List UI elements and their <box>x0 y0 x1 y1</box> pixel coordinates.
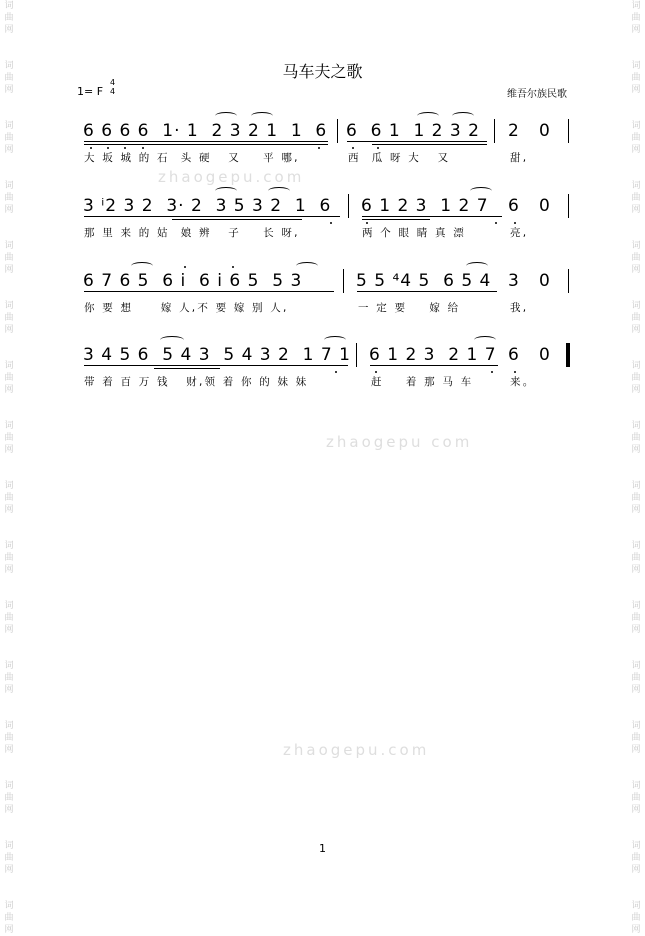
lower-octave-dot <box>107 147 109 149</box>
lyrics-segment-3b: 一 定 要 嫁 给 <box>358 302 461 314</box>
slur <box>474 336 496 344</box>
key-signature: 1= F <box>77 85 104 98</box>
lower-octave-dot <box>335 371 337 373</box>
beam <box>84 216 340 217</box>
notes-segment-1a: 6 6 6 6 1· 1 2 3 2 1 1 6 <box>83 121 328 141</box>
barline <box>568 119 569 143</box>
beam <box>84 291 334 292</box>
lyrics-segment-1a: 大 坂 城 的 石 头 硬 又 平 哪, <box>84 152 300 164</box>
lower-octave-dot <box>90 147 92 149</box>
beam <box>362 216 502 217</box>
lyrics-segment-4a: 带 着 百 万 钱 财,领 着 你 的 妹 妹 <box>84 376 309 388</box>
lyrics-segment-2a: 那 里 来 的 姑 娘 辨 子 长 呀, <box>84 227 300 239</box>
slur <box>215 112 237 120</box>
side-watermark-right: 词 曲 网 词 曲 网 词 曲 网 词 曲 网 词 曲 网 词 曲 网 词 曲 网 词 曲 网 词 曲 网 词 曲 网 词 曲 网 词 曲 网 词 曲 网 词 曲 网 词 曲 网 词 曲 网 <box>631 1 641 935</box>
notes-segment-3a: 6 7 6 5 6 i 6 i 6 5 5 3 <box>83 271 303 291</box>
slur <box>417 112 439 120</box>
lyrics-segment-1c: 甜, <box>510 152 529 164</box>
lower-octave-dot <box>514 371 516 373</box>
beam <box>172 219 302 220</box>
beam <box>347 141 487 142</box>
site-watermark: zhaogepu.com <box>283 741 430 759</box>
lyrics-segment-1b: 西 瓜 呀 大 又 <box>348 152 451 164</box>
meter-bottom: 4 <box>110 87 116 96</box>
barline <box>568 269 569 293</box>
upper-octave-dot <box>184 266 186 268</box>
upper-octave-dot <box>232 266 234 268</box>
barline <box>568 194 569 218</box>
beam <box>154 368 220 369</box>
lower-octave-dot <box>375 371 377 373</box>
slur <box>160 336 184 344</box>
score-line-3 <box>0 271 645 341</box>
beam <box>372 144 487 145</box>
notes-segment-4a: 3 4 5 6 5 4 3 5 4 3 2 1 7 1 <box>83 345 351 365</box>
lower-octave-dot <box>352 147 354 149</box>
notes-segment-4c: 6 0 <box>508 345 551 365</box>
barline <box>356 343 357 367</box>
notes-segment-1c: 2 0 <box>508 121 551 141</box>
lower-octave-dot <box>377 147 379 149</box>
notes-segment-3c: 3 0 <box>508 271 551 291</box>
composer-credit: 维吾尔族民歌 <box>507 89 567 100</box>
score-line-1 <box>0 121 645 191</box>
slur <box>470 187 492 195</box>
slur <box>215 187 237 195</box>
notes-segment-4b: 6 1 2 3 2 1 7 <box>369 345 497 365</box>
lower-octave-dot <box>318 147 320 149</box>
lower-octave-dot <box>124 147 126 149</box>
page-number: 1 <box>319 842 326 855</box>
barline <box>348 194 349 218</box>
slur <box>296 262 318 270</box>
meter-top: 4 <box>110 78 116 87</box>
notes-segment-2c: 6 0 <box>508 196 551 216</box>
barline <box>337 119 338 143</box>
song-title: 马车夫之歌 <box>282 62 363 81</box>
score-line-4 <box>0 345 645 415</box>
slur <box>452 112 474 120</box>
lyrics-segment-3c: 我, <box>510 302 529 314</box>
beam <box>362 219 430 220</box>
lower-octave-dot <box>142 147 144 149</box>
beam <box>370 365 498 366</box>
time-signature <box>110 78 115 96</box>
lyrics-segment-4c: 来。 <box>510 376 536 388</box>
lyrics-segment-4b: 赶 着 那 马 车 <box>371 376 474 388</box>
score-line-2 <box>0 196 645 266</box>
slur <box>324 336 346 344</box>
slur <box>131 262 153 270</box>
lower-octave-dot <box>330 222 332 224</box>
site-watermark: zhaogepu.com <box>158 168 305 186</box>
beam <box>357 291 497 292</box>
notes-segment-3b: 5 5 ⁴4 5 6 5 4 <box>356 271 492 291</box>
slur <box>268 187 290 195</box>
slur <box>466 262 488 270</box>
lower-octave-dot <box>495 222 497 224</box>
side-watermark-left: 词 曲 网 词 曲 网 词 曲 网 词 曲 网 词 曲 网 词 曲 网 词 曲 网 词 曲 网 词 曲 网 词 曲 网 词 曲 网 词 曲 网 词 曲 网 词 曲 网 词 曲 网 词 曲 网 <box>4 1 14 935</box>
lower-octave-dot <box>366 222 368 224</box>
lyrics-segment-3a: 你 要 想 嫁 人,不 要 嫁 别 人, <box>84 302 289 314</box>
final-barline <box>566 343 570 367</box>
lyrics-segment-2c: 亮, <box>510 227 529 239</box>
beam <box>84 141 328 142</box>
barline <box>343 269 344 293</box>
notes-segment-2a: 3 ⁱ2 3 2 3· 2 3 5 3 2 1 6 <box>83 196 332 216</box>
beam <box>84 144 328 145</box>
beam <box>84 365 348 366</box>
barline <box>494 119 495 143</box>
lower-octave-dot <box>491 371 493 373</box>
site-watermark: zhaogepu com <box>326 433 473 451</box>
lower-octave-dot <box>514 222 516 224</box>
slur <box>251 112 273 120</box>
lyrics-segment-2b: 两 个 眼 睛 真 漂 <box>362 227 466 239</box>
notes-segment-1b: 6 6 1 1 2 3 2 <box>346 121 480 141</box>
notes-segment-2b: 6 1 2 3 1 2 7 <box>361 196 489 216</box>
